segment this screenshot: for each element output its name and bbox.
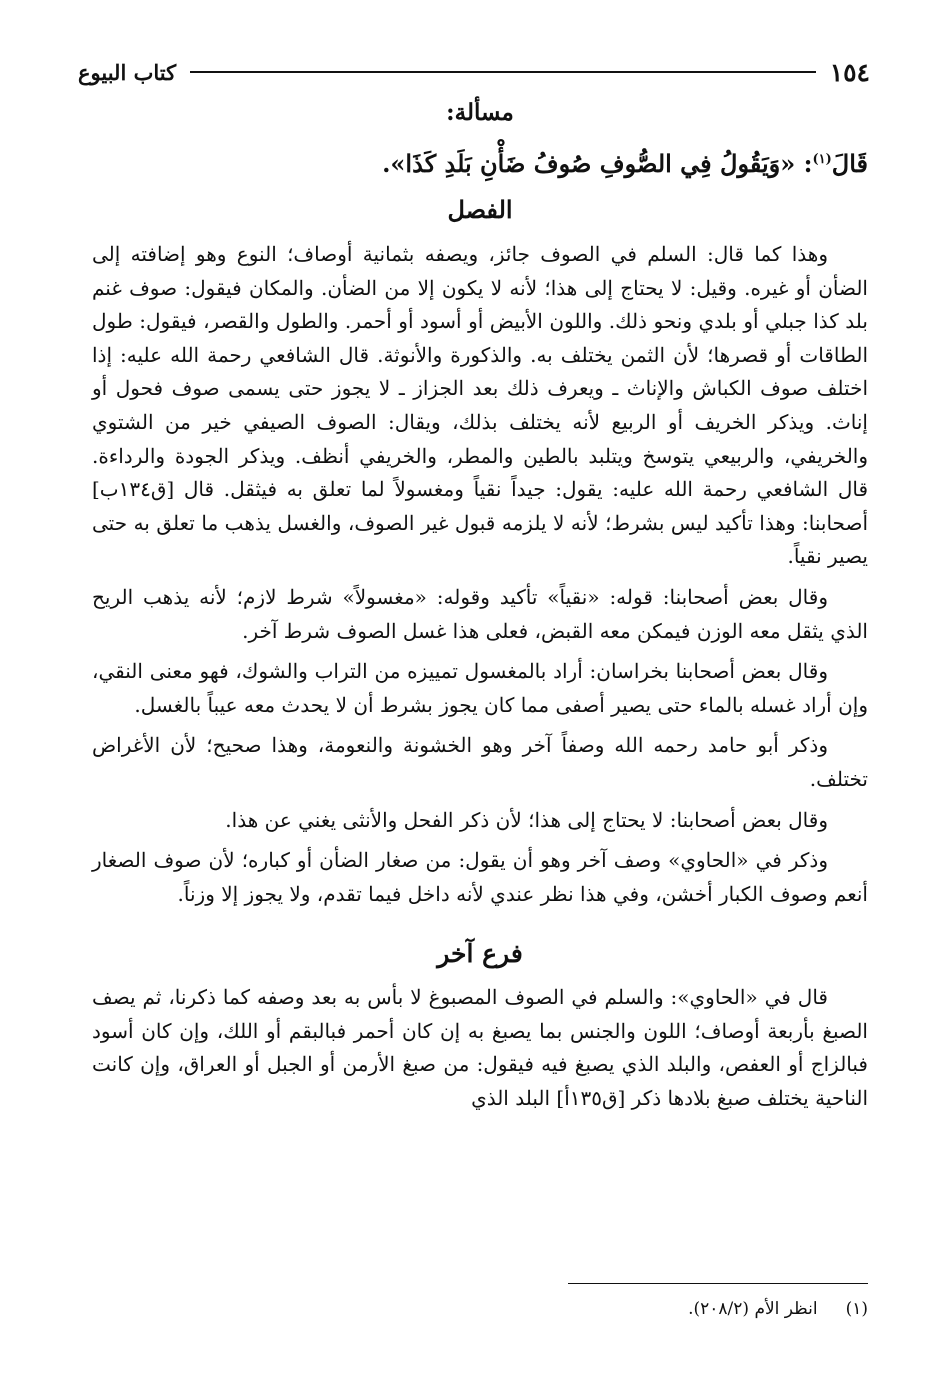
main-text bbox=[92, 96, 868, 1123]
qaala-text: : «وَيَقُولُ فِي الصُّوفِ صُوفُ ضَأْنِ بَلَدِ كَذَا». bbox=[382, 149, 813, 178]
subsection-heading: فرع آخر bbox=[437, 939, 523, 969]
paragraph: وقال بعض أصحابنا: قوله: «نقياً» تأكيد وقوله: «مغسولاً» شرط لازم؛ لأنه يذهب الريح الذي يثقل معه الوزن فيمكن معه القبض، فعلى هذا غسل الصوف شرط آخر. bbox=[92, 584, 868, 643]
header-rule bbox=[190, 71, 816, 73]
footnote-marker: (١) bbox=[845, 1299, 868, 1319]
section-heading: الفصل bbox=[447, 195, 513, 224]
page-number: ١٥٤ bbox=[829, 57, 870, 87]
paragraph: وهذا كما قال: السلم في الصوف جائز، ويصفه بثمانية أوصاف؛ النوع وهو إضافته إلى الضأن أو غيره. وقيل: لا يحتاج إلى هذا؛ لأنه لا يكون إلا من الضأن. والمكان فيقول: صوف غنم بلد كذا جبلي أو بلدي ونحو ذلك. واللون الأبيض أو أسود أو أحمر. والطول والقصر، فيقول: طول الطاقات أو قصرها؛ لأن الثمن يختلف به. والذكورة والأنوثة. قال الشافعي رحمة الله عليه: إذا اختلف صوف الكباش والإناث ـ ويعرف ذلك بعد الجزاز ـ لا يجوز حتى يسمى صوف فحول أو إناث. ويذكر الخريف أو الربيع لأنه يختلف بذلك، ويقال: الصوف الصيفي خير من الشتوي والخريفي، والربيعي يتوسخ ويتلبد بالطين والمطر، والخريفي أنظف. ويذكر الجودة والرداءة. قال الشافعي رحمة الله عليه: يقول: جيداً نقياً ومغسولاً لما تعلق به فيثقل. قال [ق١٣٤ب] أصحابنا: وهذا تأكيد ليس بشرط؛ لأنه لا يلزمه قبول غير الصوف، والغسل يذهب ما تعلق به حتى يصير نقياً. bbox=[92, 242, 868, 569]
footnote-separator bbox=[568, 1283, 868, 1284]
paragraph: قال في «الحاوي»: والسلم في الصوف المصبوغ لا بأس به بعد وصفه كما ذكرنا، ثم يصف الصبغ بأربعة أوصاف؛ اللون والجنس بما يصبغ به إن كان أحمر فبالبقم أو اللك، وإن كان أسود فبالزاج أو العفص، والبلد الذي يصبغ فيه فيقول: من صبغ الأرمن أو الجبل أو العراق، وإن كانت الناحية يختلف صبغ بلادها ذكر [ق١٣٥أ] البلد الذي bbox=[92, 985, 868, 1111]
footnote-reference[interactable]: (١) bbox=[812, 152, 832, 167]
page-header bbox=[78, 50, 870, 94]
qaala-label: قَالَ bbox=[831, 149, 868, 178]
footnote-text: انظر الأم (٢٠٨/٢). bbox=[688, 1299, 818, 1319]
paragraph: وقال بعض أصحابنا: لا يحتاج إلى هذا؛ لأن ذكر الفحل والأنثى يغني عن هذا. bbox=[225, 807, 828, 832]
footnote bbox=[560, 1297, 868, 1321]
paragraph: وذكر في «الحاوي» وصف آخر وهو أن يقول: من صغار الضأن أو كباره؛ لأن صوف الصغار أنعم وصوف الكبار أخشن، وفي هذا نظر عندي لأنه داخل فيما تقدم، ولا يجوز إلا وزناً. bbox=[92, 848, 868, 906]
masala-heading: مسألة: bbox=[446, 99, 514, 126]
quoted-statement bbox=[92, 140, 868, 184]
paragraph: وقال بعض أصحابنا بخراسان: أراد بالمغسول تمييزه من التراب والشوك، فهو معنى النقي، وإن أراد غسله بالماء حتى يصير أصفى مما كان يجوز بشرط أن لا يحدث معه عيباً بالغسل. bbox=[92, 659, 868, 717]
paragraph: وذكر أبو حامد رحمه الله وصفاً آخر وهو الخشونة والنعومة، وهذا صحيح؛ لأن الأغراض تختلف. bbox=[92, 733, 868, 791]
running-title: كتاب البيوع bbox=[78, 59, 177, 85]
